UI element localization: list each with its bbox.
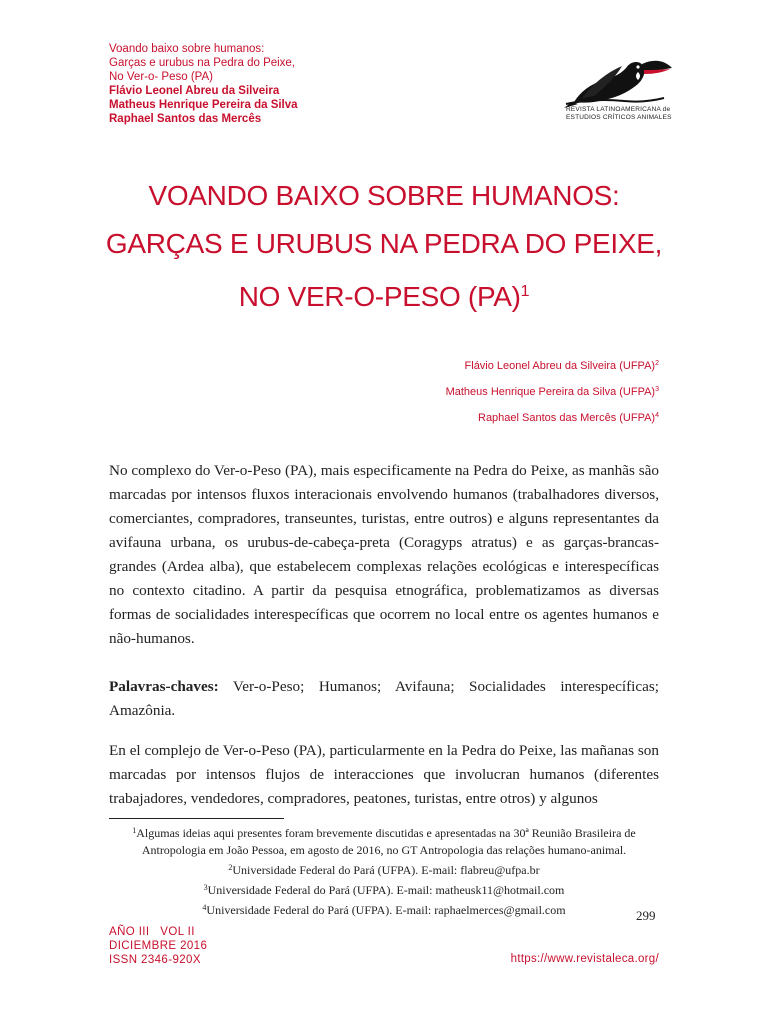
running-title-line: Voando baixo sobre humanos: xyxy=(109,43,265,55)
author-line xyxy=(446,378,659,404)
footnote-number: 1 xyxy=(132,826,137,835)
footnotes xyxy=(109,822,659,919)
journal-name-line: REVISTA LATINOAMERICANA de xyxy=(566,106,671,113)
title-line: VOANDO BAIXO SOBRE HUMANOS: xyxy=(148,180,620,211)
author-name: Flávio Leonel Abreu da Silveira (UFPA) xyxy=(464,360,656,372)
author-footnote-marker[interactable]: 4 xyxy=(655,412,659,419)
footnote-text: Universidade Federal do Pará (UFPA). E-mail: matheusk11@hotmail.com xyxy=(207,883,565,897)
author-name: Raphael Santos das Mercês (UFPA) xyxy=(478,412,656,424)
author-line xyxy=(446,352,659,378)
title-footnote-marker[interactable]: 1 xyxy=(520,283,530,300)
author-footnote-marker[interactable]: 2 xyxy=(655,360,659,367)
author-footnote-marker[interactable]: 3 xyxy=(655,386,659,393)
footnote-text: Universidade Federal do Pará (UFPA). E-mail: flabreu@ufpa.br xyxy=(232,863,540,877)
journal-url-link[interactable]: https://www.revistaleca.org/ xyxy=(510,953,659,965)
footnote xyxy=(109,879,659,899)
footnote-number: 4 xyxy=(202,903,207,912)
page-number: 299 xyxy=(636,908,656,923)
running-header xyxy=(109,42,298,126)
article-title xyxy=(60,172,708,321)
toucan-logo-icon xyxy=(564,46,674,108)
running-title-line: No Ver-o- Peso (PA) xyxy=(109,71,213,83)
issue-info xyxy=(109,925,207,967)
author-name: Matheus Henrique Pereira da Silva (UFPA) xyxy=(445,386,656,398)
running-author: Flávio Leonel Abreu da Silveira xyxy=(109,85,280,97)
footnote-number: 3 xyxy=(203,883,208,892)
issue-volume: AÑO III VOL II xyxy=(109,926,195,938)
keywords-list: Ver-o-Peso; Humanos; Avifauna; Socialidades interespecíficas; Amazônia. xyxy=(109,678,659,719)
footnote xyxy=(109,859,659,879)
running-title-line: Garças e urubus na Pedra do Peixe, xyxy=(109,57,296,69)
footnote xyxy=(109,822,659,859)
author-line xyxy=(446,404,659,430)
running-author: Matheus Henrique Pereira da Silva xyxy=(109,99,298,111)
footnote-divider xyxy=(109,818,284,819)
footnote-text: Algumas ideias aqui presentes foram brevemente discutidas e apresentadas na 30ª Reunião Brasileira de Antropologia em João Pessoa, em agosto de 2016, no GT Antropologia das relações humano-animal. xyxy=(136,826,636,857)
title-line: GARÇAS E URUBUS NA PEDRA DO PEIXE, xyxy=(105,228,663,259)
abstract-portuguese: No complexo do Ver-o-Peso (PA), mais especificamente na Pedra do Peixe, as manhãs são marcadas por intensos fluxos interacionais envolvendo humanos (trabalhadores diversos, comerciantes, compradores, transeuntes, turistas, entre outros) e alguns representantes da avifauna urbana, os urubus-de-cabeça-preta (Coragyps atratus) e as garças-brancas-grandes (Ardea alba), que estabelecem complexas relações ecológicas e interespecíficas no contexto citadino. A partir da pesquisa etnográfica, problematizamos as diversas formas de socialidades interespecíficas que ocorrem no local entre os agentes humanos e não-humanos. xyxy=(109,462,659,647)
title-line xyxy=(60,268,708,321)
running-author: Raphael Santos das Mercês xyxy=(109,113,262,125)
keywords-label: Palavras-chaves: xyxy=(109,678,219,695)
footnote-text: Universidade Federal do Pará (UFPA). E-mail: raphaelmerces@gmail.com xyxy=(206,903,566,917)
footnote-number: 2 xyxy=(228,863,233,872)
author-list xyxy=(446,352,659,430)
footnote xyxy=(109,899,659,919)
journal-name-line: ESTUDIOS CRÍTICOS ANIMALES xyxy=(566,114,672,121)
journal-name xyxy=(566,106,686,122)
issn: ISSN 2346-920X xyxy=(109,954,201,966)
abstract-spanish: En el complejo de Ver-o-Peso (PA), particularmente en la Pedra do Peixe, las mañanas son marcadas por intensos flujos de interacciones que involucran humanos (diferentes trabajadores, vendedores, compradores, peatones, turistas, entre otros) y algunos xyxy=(109,742,659,807)
keywords xyxy=(109,675,659,723)
issue-date: DICIEMBRE 2016 xyxy=(109,940,208,952)
title-line-text: NO VER-O-PESO (PA) xyxy=(238,281,521,312)
